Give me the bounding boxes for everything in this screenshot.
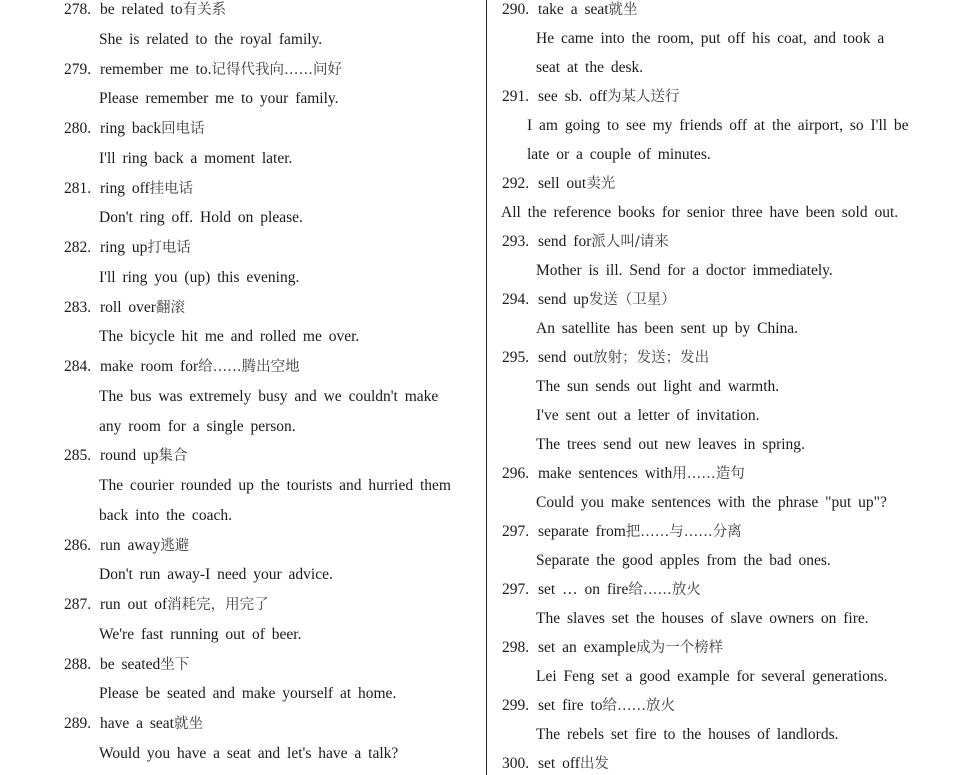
entry-number: 282. [64,239,92,256]
entry-phrase: ring off [100,179,150,197]
entry-phrase: send out [538,349,594,366]
entry-number: 290. [502,1,530,18]
entry-number: 293. [502,233,530,250]
entry-heading [64,595,269,615]
entry-number: 288. [64,655,92,673]
example-sentence: seat at the desk. [536,59,644,76]
entry-heading [64,446,188,466]
example-sentence: Don't run away-I need your advice. [99,566,333,584]
entry-translation: 打电话 [147,240,191,256]
example-sentence: Lei Feng set a good example for several generations. [536,668,888,685]
entry-number: 295. [502,349,530,366]
entry-number: 289. [64,715,92,732]
entry-phrase: separate from [538,523,626,540]
example-sentence: The rebels set fire to the houses of landlords. [536,726,839,743]
example-sentence: Don't ring off. Hold on please. [99,209,303,227]
entry-heading [502,232,669,252]
entry-translation: 给……放火 [628,582,701,598]
entry-phrase: run out of [100,596,168,613]
entry-translation: 翻滚 [155,299,185,316]
entry-phrase: roll over [100,298,156,316]
example-sentence: The slaves set the houses of slave owners on fire. [536,610,869,627]
entry-translation: 记得代我向……问好 [211,61,342,78]
entry-heading [64,60,342,80]
entry-translation: 消耗完，用完了 [167,597,269,613]
entry-number: 299. [502,697,530,714]
example-sentence: Separate the good apples from the bad ones. [536,552,831,569]
entry-phrase: send for [538,233,592,250]
entry-phrase: sell out [538,175,587,192]
entry-heading [64,119,205,139]
entry-phrase: set an example [538,639,637,656]
entry-heading [64,238,191,258]
entry-translation: 逃避 [160,537,190,554]
entry-heading [64,655,189,675]
entry-heading [64,298,185,318]
example-sentence: I am going to see my friends off at the airport, so I'll be [527,117,909,134]
entry-phrase: remember me to. [100,60,212,78]
entry-phrase: be seated [100,655,161,673]
entry-number: 281. [64,179,92,197]
entry-translation: 挂电话 [149,180,194,197]
entry-number: 287. [64,596,92,613]
example-sentence: Mother is ill. Send for a doctor immediately. [536,262,833,279]
entry-translation: 就坐 [608,2,638,18]
entry-number: 285. [64,447,92,465]
entry-phrase: run away [100,536,161,554]
entry-phrase: ring up [100,239,148,256]
entry-translation: 集合 [158,448,188,465]
entry-heading [502,87,680,107]
entry-number: 279. [64,60,92,78]
example-sentence: The trees send out new leaves in spring. [536,436,805,453]
example-sentence: any room for a single person. [99,417,296,435]
example-sentence: I'll ring back a moment later. [99,149,293,167]
example-sentence: The bicycle hit me and rolled me over. [99,328,360,346]
entry-number: 298. [502,639,530,656]
entry-phrase: set off [538,755,580,772]
entry-translation: 把……与……分离 [625,524,742,540]
entry-translation: 就坐 [174,716,203,732]
example-sentence: All the reference books for senior three have been sold out. [501,204,899,221]
entry-phrase: see sb. off [538,88,607,105]
entry-translation: 给……腾出空地 [198,359,300,375]
entry-phrase: make sentences with [538,465,673,482]
entry-heading [502,580,701,600]
example-sentence: Would you have a seat and let's have a talk? [99,744,399,762]
entry-phrase: set … on fire [538,581,629,598]
entry-number: 294. [502,291,530,308]
entry-translation: 给……放火 [602,698,676,714]
entry-number: 297. [502,523,530,540]
entry-heading [502,754,609,774]
entry-translation: 有关系 [182,2,227,18]
entry-number: 283. [64,298,92,316]
entry-translation: 成为一个榜样 [636,640,724,656]
entry-number: 280. [64,120,92,137]
entry-heading [502,696,675,716]
entry-heading [502,464,745,484]
example-sentence: Could you make sentences with the phrase "put up"? [536,494,887,511]
example-sentence: I've sent out a letter of invitation. [536,407,760,424]
entry-heading [502,290,676,310]
entry-number: 300. [502,755,530,772]
example-sentence: back into the coach. [99,506,232,524]
entry-phrase: send up [538,291,589,308]
entry-translation: 卖光 [586,176,616,192]
entry-number: 296. [502,465,530,482]
entry-translation: 为某人送行 [607,89,680,105]
entry-phrase: have a seat [100,715,174,732]
entry-heading [502,0,638,20]
example-sentence: Please remember me to your family. [99,90,339,108]
example-sentence: The courier rounded up the tourists and hurried them [99,477,451,494]
entry-heading [502,522,742,542]
entry-heading [64,714,203,734]
entry-phrase: take a seat [538,1,609,18]
example-sentence: The sun sends out light and warmth. [536,378,780,395]
entry-phrase: set fire to [538,697,603,714]
entry-phrase: make room for [100,358,199,375]
entry-heading [502,348,709,368]
entry-translation: 发送（卫星） [588,292,676,308]
entry-heading [64,0,226,20]
example-sentence: The bus was extremely busy and we couldn't make [99,387,439,405]
entry-translation: 用……造句 [672,466,745,482]
right-column [487,0,967,775]
entry-heading [502,174,615,194]
entry-number: 292. [502,175,530,192]
entry-heading [64,179,193,199]
entry-phrase: be related to [100,1,183,18]
entry-number: 291. [502,88,530,105]
example-sentence: I'll ring you (up) this evening. [99,268,300,286]
entry-number: 278. [64,1,92,18]
entry-heading [64,357,300,377]
entry-heading [502,638,723,658]
entry-phrase: ring back [100,120,162,137]
entry-number: 284. [64,358,92,375]
entry-number: 297. [502,581,530,598]
example-sentence: Please be seated and make yourself at home. [99,685,397,703]
entry-translation: 出发 [579,756,609,772]
entry-translation: 坐下 [160,656,190,673]
entry-translation: 回电话 [161,121,205,137]
example-sentence: late or a couple of minutes. [527,146,711,163]
entry-translation: 派人叫/请来 [591,234,669,250]
entry-translation: 放射；发送；发出 [593,350,710,366]
entry-heading [64,536,189,556]
entry-phrase: round up [100,447,159,465]
example-sentence: He came into the room, put off his coat, and took a [536,30,885,47]
example-sentence: She is related to the royal family. [99,30,323,48]
example-sentence: We're fast running out of beer. [99,625,302,643]
entry-number: 286. [64,536,92,554]
example-sentence: An satellite has been sent up by China. [536,320,799,337]
